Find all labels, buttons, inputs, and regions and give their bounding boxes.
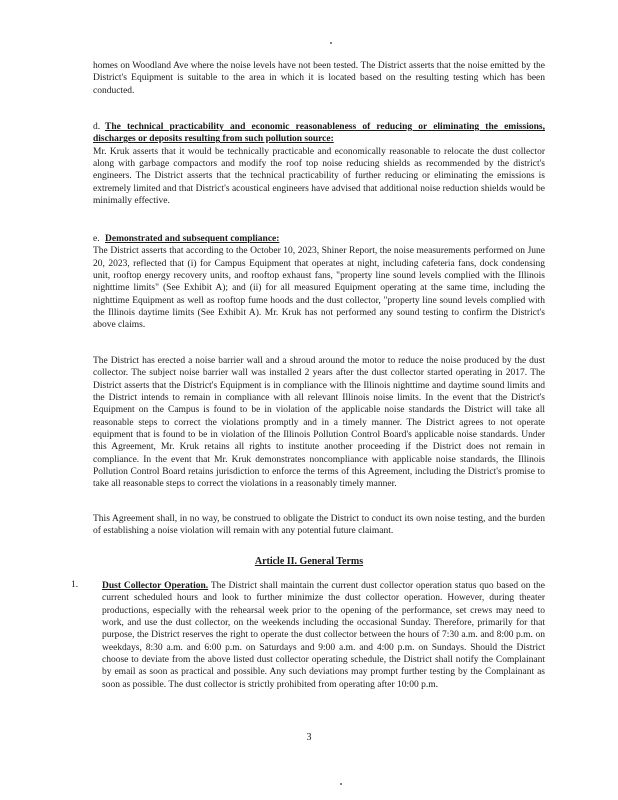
section-e-body: The District asserts that according to the October 10, 2023, Shiner Report, the noise measurements performed on June 20, 2023, reflected that (i) for Campus Equipment that operates at night, including cafeteria fans, dock condensing unit, rooftop energy recovery units, and rooftop exhaust fans, "property line sound levels complied with the Illinois nighttime limits" (See Exhibit A); and (ii) for all measured Equipment operating at the same time, including the nighttime Equipment as well as rooftop fume hoods and the dust collector, "property line sound levels complied with the Illinois daytime limits (See Exhibit A). Mr. Kruk has not performed any sound testing to confirm the District's above claims. [93,246,545,331]
agreement-paragraph: This Agreement shall, in no way, be construed to obligate the District to conduct its own noise testing, and the burden of establishing a noise violation will remain with any potential future claimant. [93,514,545,537]
article-title: Article II. General Terms [254,556,364,567]
top-paragraph: homes on Woodland Ave where the noise levels have not been tested. The District asserts that the noise emitted by the District's Equipment is suitable to the area in which it is located based on the resulting testing which has been conducted. [93,61,545,96]
item-1-number: 1. [71,580,79,590]
scan-speck [330,42,332,44]
item-1 [102,580,545,691]
item-1-heading: Dust Collector Operation. [102,581,209,591]
section-d-label: d. [93,122,101,132]
section-d [93,121,545,207]
section-e [93,233,545,332]
section-d-body: Mr. Kruk asserts that it would be technically practicable and economically reasonable to relocate the dust collector along with garbage compactors and modify the roof top noise reducing shields as recommended by the district's engineers. The District asserts that the technical practicability of further reducing or eliminating the emissions is extremely limited and that District's acoustical engineers have advised that additional noise reduction shields would be minimally effective. [93,146,545,207]
section-d-heading: The technical practicability and economic reasonableness of reducing or eliminating the emissions, discharges or deposits resulting from such pollution source: [93,122,545,145]
section-e-label: e. [93,234,100,244]
item-1-body: The District shall maintain the current dust collector operation status quo based on the current scheduled hours and look to further minimize the dust collector operation. However, during theater productions, especially with the rehearsal week prior to the opening of the performance, set crews may need to work, and use the dust collector, on the weekends including the occasional Sunday. Therefore, primarily for that purpose, the District reserves the right to operate the dust collector between the hours of 7:30 a.m. and 8:00 p.m. on weekdays, 8:30 a.m. and 6:00 p.m. on Saturdays and 9:00 a.m. and 4:00 p.m. on Sundays. Should the District choose to deviate from the above listed dust collector operating schedule, the District shall notify the Complainant by email as soon as practical and possible. Any such deviations may prompt further testing by the Complainant as soon as possible. The dust collector is strictly prohibited from operating after 10:00 p.m. [102,581,545,690]
section-e-heading: Demonstrated and subsequent compliance: [105,234,280,244]
page-number: 3 [306,732,312,743]
barrier-paragraph: The District has erected a noise barrier wall and a shroud around the motor to reduce the noise produced by the dust collector. The subject noise barrier wall was installed 2 years after the dust collector started operating in 2017. The District asserts that the District's Equipment is in compliance with the Illinois nighttime and daytime sound limits and the District intends to remain in compliance with all relevant Illinois noise limits. In the event that the District's Equipment on the Campus is found to be in violation of the applicable noise standards the District will take all reasonable steps to correct the violations promptly and in a timely manner. The District agrees to not operate equipment that is found to be in violation of the Illinois Pollution Control Board's applicable noise standards. Under this Agreement, Mr. Kruk retains all rights to institute another proceeding if the District does not remain in compliance. In the event that Mr. Kruk demonstrates noncompliance with applicable noise standards, the Illinois Pollution Control Board retains jurisdiction to enforce the terms of this Agreement, including the District's promise to take all reasonable steps to correct the violations in a reasonably timely manner. [93,356,545,490]
scan-speck [340,783,342,785]
